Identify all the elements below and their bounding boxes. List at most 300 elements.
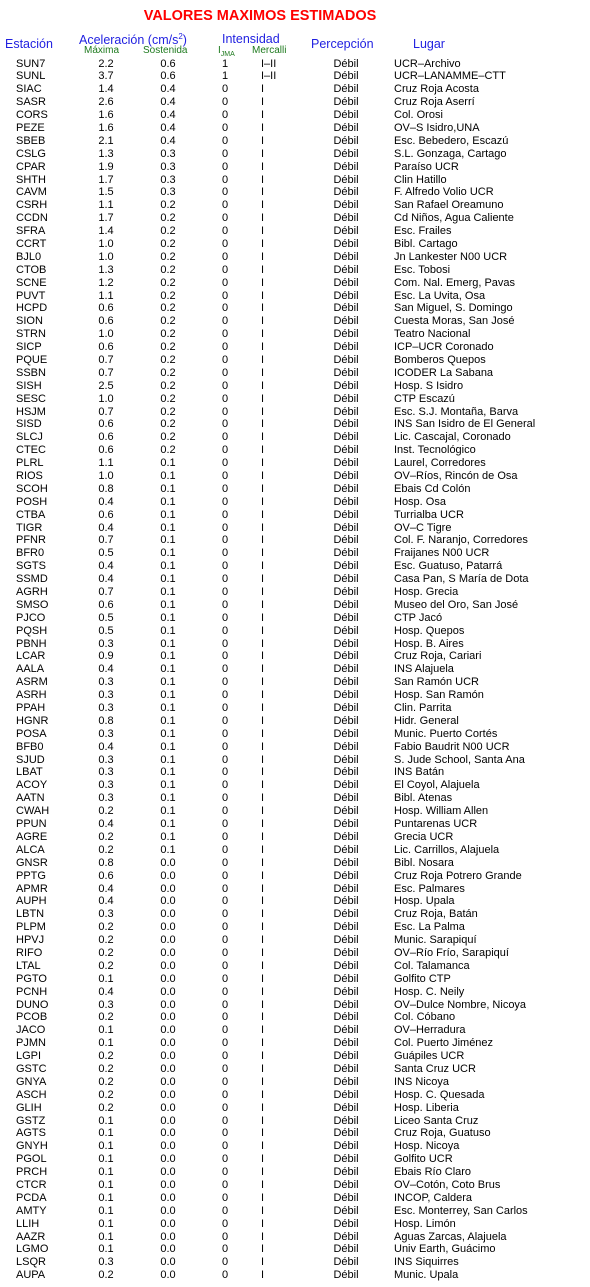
sustained-acceleration: 0.1 (160, 508, 176, 521)
jma-intensity: 0 (221, 315, 229, 328)
station-code: PCOB (16, 1011, 48, 1024)
location: Hosp. Upala (394, 895, 455, 908)
location: Teatro Nacional (394, 328, 471, 341)
max-acceleration: 0.5 (98, 547, 114, 560)
table-row (0, 534, 590, 547)
location: Univ Earth, Guácimo (394, 1243, 496, 1256)
station-code: STRN (16, 328, 46, 341)
mercalli-intensity: I (261, 1127, 265, 1140)
max-acceleration: 0.2 (98, 946, 114, 959)
mercalli-intensity: I (261, 96, 265, 109)
table-row (0, 625, 590, 638)
sustained-acceleration: 0.0 (160, 1101, 176, 1114)
max-acceleration: 0.4 (98, 895, 114, 908)
sustained-acceleration: 0.2 (160, 431, 176, 444)
perception: Débil (333, 70, 359, 83)
sustained-acceleration: 0.1 (160, 714, 176, 727)
mercalli-intensity: I (261, 560, 265, 573)
perception: Débil (333, 109, 359, 122)
mercalli-intensity: I (261, 1062, 265, 1075)
jma-intensity: 0 (221, 1166, 229, 1179)
mercalli-intensity: I (261, 624, 265, 637)
location: Liceo Santa Cruz (394, 1114, 479, 1127)
mercalli-intensity: I (261, 908, 265, 921)
jma-intensity: 0 (221, 534, 229, 547)
max-acceleration: 0.7 (98, 534, 114, 547)
table-row (0, 1231, 590, 1244)
perception: Débil (333, 560, 359, 573)
sustained-acceleration: 0.0 (160, 1075, 176, 1088)
max-acceleration: 0.3 (98, 702, 114, 715)
mercalli-intensity: I (261, 482, 265, 495)
max-acceleration: 0.1 (98, 1191, 114, 1204)
max-acceleration: 0.6 (98, 418, 114, 431)
jma-intensity: 0 (221, 573, 229, 586)
station-code: GLIH (16, 1101, 42, 1114)
jma-intensity: 0 (221, 611, 229, 624)
location: Bibl. Atenas (394, 792, 453, 805)
mercalli-intensity: I (261, 882, 265, 895)
table-row (0, 496, 590, 509)
mercalli-intensity: I (261, 727, 265, 740)
table-row (0, 212, 590, 225)
sustained-acceleration: 0.4 (160, 96, 176, 109)
jma-intensity: 0 (221, 818, 229, 831)
location: INCOP, Caldera (394, 1191, 473, 1204)
jma-intensity: 0 (221, 1037, 229, 1050)
jma-intensity: 0 (221, 1050, 229, 1063)
location: Cruz Roja Aserrí (394, 96, 475, 109)
perception: Débil (333, 289, 359, 302)
table-row (0, 174, 590, 187)
station-code: PJMN (16, 1037, 46, 1050)
station-code: SLCJ (16, 431, 43, 444)
table-row (0, 238, 590, 251)
sustained-acceleration: 0.3 (160, 173, 176, 186)
table-row (0, 470, 590, 483)
location: Golfito UCR (394, 1153, 453, 1166)
perception: Débil (333, 1243, 359, 1256)
table-row (0, 70, 590, 83)
jma-intensity: 0 (221, 289, 229, 302)
perception: Débil (333, 431, 359, 444)
location: Museo del Oro, San José (394, 598, 519, 611)
table-row (0, 96, 590, 109)
jma-intensity: 0 (221, 186, 229, 199)
station-code: CORS (16, 109, 48, 122)
max-acceleration: 0.4 (98, 573, 114, 586)
station-code: PGOL (16, 1153, 47, 1166)
sustained-acceleration: 0.2 (160, 263, 176, 276)
perception: Débil (333, 1230, 359, 1243)
table-row (0, 650, 590, 663)
table-row (0, 857, 590, 870)
perception: Débil (333, 302, 359, 315)
jma-intensity: 0 (221, 830, 229, 843)
jma-intensity: 0 (221, 766, 229, 779)
station-code: ASRM (16, 676, 48, 689)
jma-intensity: 0 (221, 586, 229, 599)
sustained-acceleration: 0.0 (160, 856, 176, 869)
mercalli-intensity: I (261, 134, 265, 147)
table-row (0, 148, 590, 161)
jma-intensity: 0 (221, 985, 229, 998)
station-code: PPAH (16, 702, 46, 715)
mercalli-intensity: I (261, 495, 265, 508)
perception: Débil (333, 1011, 359, 1024)
mercalli-intensity: I (261, 1256, 265, 1269)
sustained-acceleration: 0.2 (160, 250, 176, 263)
mercalli-intensity: I (261, 1101, 265, 1114)
location: Hosp. Liberia (394, 1101, 459, 1114)
location: INS Nicoya (394, 1075, 450, 1088)
max-acceleration: 0.3 (98, 727, 114, 740)
table-row (0, 302, 590, 315)
jma-intensity: 0 (221, 1075, 229, 1088)
mercalli-intensity: I (261, 792, 265, 805)
perception: Débil (333, 818, 359, 831)
table-row (0, 522, 590, 535)
mercalli-intensity: I (261, 702, 265, 715)
location: Hosp. William Allen (394, 805, 489, 818)
sustained-acceleration: 0.4 (160, 83, 176, 96)
sustained-acceleration: 0.0 (160, 1230, 176, 1243)
sustained-acceleration: 0.2 (160, 276, 176, 289)
max-acceleration: 0.2 (98, 959, 114, 972)
perception: Débil (333, 121, 359, 134)
mercalli-intensity: I (261, 779, 265, 792)
table-row (0, 1140, 590, 1153)
max-acceleration: 0.1 (98, 1127, 114, 1140)
table-row (0, 741, 590, 754)
max-acceleration: 0.2 (98, 1269, 114, 1282)
sustained-acceleration: 0.0 (160, 985, 176, 998)
mercalli-intensity: I (261, 289, 265, 302)
max-acceleration: 0.7 (98, 366, 114, 379)
location: Clin Hatillo (394, 173, 447, 186)
location: Hosp. Grecia (394, 586, 459, 599)
station-code: SISH (16, 379, 42, 392)
max-acceleration: 0.3 (98, 753, 114, 766)
station-code: PJCO (16, 611, 46, 624)
sustained-acceleration: 0.6 (160, 57, 176, 70)
perception: Débil (333, 57, 359, 70)
mercalli-intensity: I (261, 366, 265, 379)
location: CTP Escazú (394, 392, 455, 405)
jma-intensity: 0 (221, 1204, 229, 1217)
table-row (0, 1011, 590, 1024)
jma-intensity: 0 (221, 109, 229, 122)
perception: Débil (333, 959, 359, 972)
perception: Débil (333, 573, 359, 586)
jma-intensity: 0 (221, 1191, 229, 1204)
jma-intensity: 0 (221, 147, 229, 160)
sustained-acceleration: 0.0 (160, 998, 176, 1011)
mercalli-intensity: I (261, 1204, 265, 1217)
mercalli-intensity: I (261, 379, 265, 392)
location: Lic. Carrillos, Alajuela (394, 843, 500, 856)
table-row (0, 1063, 590, 1076)
jma-intensity: 0 (221, 1062, 229, 1075)
mercalli-intensity: I (261, 1191, 265, 1204)
location: Laurel, Corredores (394, 457, 486, 470)
mercalli-intensity: I (261, 1011, 265, 1024)
location: Esc. Tobosi (394, 263, 451, 276)
perception: Débil (333, 740, 359, 753)
max-acceleration: 2.2 (98, 57, 114, 70)
station-code: AALA (16, 663, 45, 676)
table-row (0, 560, 590, 573)
location: OV–Río Frío, Sarapiquí (394, 946, 509, 959)
sustained-acceleration: 0.2 (160, 392, 176, 405)
mercalli-intensity: I (261, 1269, 265, 1282)
table-row (0, 1179, 590, 1192)
max-acceleration: 0.5 (98, 624, 114, 637)
location: Hosp. C. Neily (394, 985, 465, 998)
location: UCR–LANAMME–CTT (394, 70, 506, 83)
perception: Débil (333, 1204, 359, 1217)
jma-intensity: 0 (221, 508, 229, 521)
sustained-acceleration: 0.1 (160, 830, 176, 843)
sustained-acceleration: 0.1 (160, 521, 176, 534)
station-code: ACOY (16, 779, 48, 792)
jma-intensity: 0 (221, 624, 229, 637)
max-acceleration: 0.1 (98, 1153, 114, 1166)
sustained-acceleration: 0.1 (160, 753, 176, 766)
max-acceleration: 0.4 (98, 882, 114, 895)
station-code: LSQR (16, 1256, 46, 1269)
station-code: PEZE (16, 121, 45, 134)
table-row (0, 225, 590, 238)
table-row (0, 883, 590, 896)
table-row (0, 895, 590, 908)
mercalli-intensity: I (261, 199, 265, 212)
sustained-acceleration: 0.1 (160, 689, 176, 702)
max-acceleration: 0.2 (98, 1050, 114, 1063)
perception: Débil (333, 160, 359, 173)
perception: Débil (333, 650, 359, 663)
station-code: SASR (16, 96, 46, 109)
jma-intensity: 0 (221, 908, 229, 921)
max-acceleration: 1.1 (98, 199, 114, 212)
jma-intensity: 0 (221, 250, 229, 263)
max-acceleration: 0.1 (98, 1140, 114, 1153)
location: Ebais Cd Colón (394, 482, 471, 495)
table-row (0, 341, 590, 354)
sustained-acceleration: 0.2 (160, 225, 176, 238)
mercalli-intensity: I (261, 1230, 265, 1243)
table-row (0, 728, 590, 741)
sustained-acceleration: 0.4 (160, 134, 176, 147)
station-code: PCDA (16, 1191, 47, 1204)
jma-intensity: 0 (221, 366, 229, 379)
table-row (0, 199, 590, 212)
station-code: PQUE (16, 353, 48, 366)
table-row (0, 947, 590, 960)
perception: Débil (333, 1114, 359, 1127)
table-row (0, 805, 590, 818)
location: INS Batán (394, 766, 445, 779)
max-acceleration: 0.3 (98, 792, 114, 805)
sustained-acceleration: 0.0 (160, 1204, 176, 1217)
mercalli-intensity: I (261, 186, 265, 199)
sustained-acceleration: 0.0 (160, 1191, 176, 1204)
station-code: AUPH (16, 895, 47, 908)
location: Paraíso UCR (394, 160, 459, 173)
perception: Débil (333, 856, 359, 869)
location: Hosp. San Ramón (394, 689, 484, 702)
location: Inst. Tecnológico (394, 444, 476, 457)
station-code: LBAT (16, 766, 43, 779)
table-row (0, 818, 590, 831)
sustained-acceleration: 0.0 (160, 946, 176, 959)
perception: Débil (333, 689, 359, 702)
location: San Ramón UCR (394, 676, 479, 689)
location: Hosp. Limón (394, 1217, 456, 1230)
max-acceleration: 0.3 (98, 676, 114, 689)
table-row (0, 973, 590, 986)
max-acceleration: 0.8 (98, 714, 114, 727)
header-ijma-sub: JMA (220, 51, 235, 58)
location: OV–S Isidro,UNA (394, 121, 480, 134)
location: Hosp. C. Quesada (394, 1088, 485, 1101)
jma-intensity: 0 (221, 121, 229, 134)
table-row (0, 960, 590, 973)
jma-intensity: 0 (221, 1024, 229, 1037)
perception: Débil (333, 250, 359, 263)
location: INS San Isidro de El General (394, 418, 536, 431)
mercalli-intensity: I (261, 663, 265, 676)
sustained-acceleration: 0.1 (160, 650, 176, 663)
jma-intensity: 0 (221, 212, 229, 225)
jma-intensity: 0 (221, 740, 229, 753)
station-code: LLIH (16, 1217, 40, 1230)
mercalli-intensity: I (261, 1088, 265, 1101)
location: Ebais Río Claro (394, 1166, 472, 1179)
max-acceleration: 1.6 (98, 121, 114, 134)
sustained-acceleration: 0.1 (160, 547, 176, 560)
station-code: SGTS (16, 560, 46, 573)
jma-intensity: 0 (221, 1127, 229, 1140)
perception: Débil (333, 212, 359, 225)
perception: Débil (333, 1269, 359, 1282)
location: OV–Ríos, Rincón de Osa (394, 470, 518, 482)
sustained-acceleration: 0.0 (160, 1153, 176, 1166)
perception: Débil (333, 225, 359, 238)
table-row (0, 999, 590, 1012)
perception: Débil (333, 547, 359, 560)
perception: Débil (333, 611, 359, 624)
perception: Débil (333, 444, 359, 457)
station-code: PLRL (16, 457, 44, 470)
max-acceleration: 1.0 (98, 392, 114, 405)
location: Turrialba UCR (394, 508, 464, 521)
mercalli-intensity: I (261, 921, 265, 934)
perception: Débil (333, 276, 359, 289)
station-code: RIOS (16, 470, 43, 482)
jma-intensity: 0 (221, 392, 229, 405)
station-code: CCDN (16, 212, 48, 225)
location: San Rafael Oreamuno (394, 199, 504, 212)
table-row (0, 689, 590, 702)
table-row (0, 315, 590, 328)
mercalli-intensity: I (261, 328, 265, 341)
mercalli-intensity: I (261, 121, 265, 134)
location: Esc. Bebedero, Escazú (394, 134, 509, 147)
max-acceleration: 1.1 (98, 457, 114, 470)
station-code: SION (16, 315, 43, 328)
jma-intensity: 0 (221, 521, 229, 534)
sustained-acceleration: 0.1 (160, 470, 176, 482)
jma-intensity: 0 (221, 1153, 229, 1166)
mercalli-intensity: I (261, 418, 265, 431)
station-code: SUN7 (16, 57, 46, 70)
max-acceleration: 0.6 (98, 869, 114, 882)
location: UCR–Archivo (394, 57, 461, 70)
max-acceleration: 0.4 (98, 663, 114, 676)
table-row (0, 58, 590, 71)
sustained-acceleration: 0.2 (160, 405, 176, 418)
station-code: SESC (16, 392, 46, 405)
max-acceleration: 0.1 (98, 1217, 114, 1230)
station-code: APMR (16, 882, 48, 895)
max-acceleration: 0.8 (98, 482, 114, 495)
perception: Débil (333, 946, 359, 959)
header-sostenida: Sostenida (143, 45, 188, 56)
jma-intensity: 0 (221, 689, 229, 702)
perception: Débil (333, 379, 359, 392)
max-acceleration: 0.4 (98, 521, 114, 534)
table-row (0, 483, 590, 496)
jma-intensity: 0 (221, 1178, 229, 1191)
station-code: JACO (16, 1024, 46, 1037)
mercalli-intensity: I (261, 405, 265, 418)
mercalli-intensity: I (261, 946, 265, 959)
perception: Débil (333, 1075, 359, 1088)
station-code: PUVT (16, 289, 46, 302)
max-acceleration: 0.1 (98, 1166, 114, 1179)
table-row (0, 109, 590, 122)
max-acceleration: 0.1 (98, 1243, 114, 1256)
mercalli-intensity: I (261, 805, 265, 818)
jma-intensity: 0 (221, 160, 229, 173)
mercalli-intensity: I (261, 444, 265, 457)
table-row (0, 1166, 590, 1179)
location: San Miguel, S. Domingo (394, 302, 513, 315)
station-code: CTOB (16, 263, 47, 276)
max-acceleration: 0.6 (98, 315, 114, 328)
station-code: CCRT (16, 237, 47, 250)
table-row (0, 831, 590, 844)
perception: Débil (333, 985, 359, 998)
perception: Débil (333, 173, 359, 186)
mercalli-intensity: I (261, 431, 265, 444)
max-acceleration: 1.7 (98, 212, 114, 225)
table-row (0, 908, 590, 921)
jma-intensity: 0 (221, 482, 229, 495)
jma-intensity: 0 (221, 353, 229, 366)
table-row (0, 1243, 590, 1256)
max-acceleration: 0.3 (98, 766, 114, 779)
perception: Débil (333, 702, 359, 715)
max-acceleration: 0.4 (98, 495, 114, 508)
location: El Coyol, Alajuela (394, 779, 480, 792)
sustained-acceleration: 0.0 (160, 1011, 176, 1024)
location: Com. Nal. Emerg, Pavas (394, 276, 516, 289)
station-code: AGRH (16, 586, 48, 599)
mercalli-intensity: I (261, 573, 265, 586)
mercalli-intensity: I (261, 160, 265, 173)
